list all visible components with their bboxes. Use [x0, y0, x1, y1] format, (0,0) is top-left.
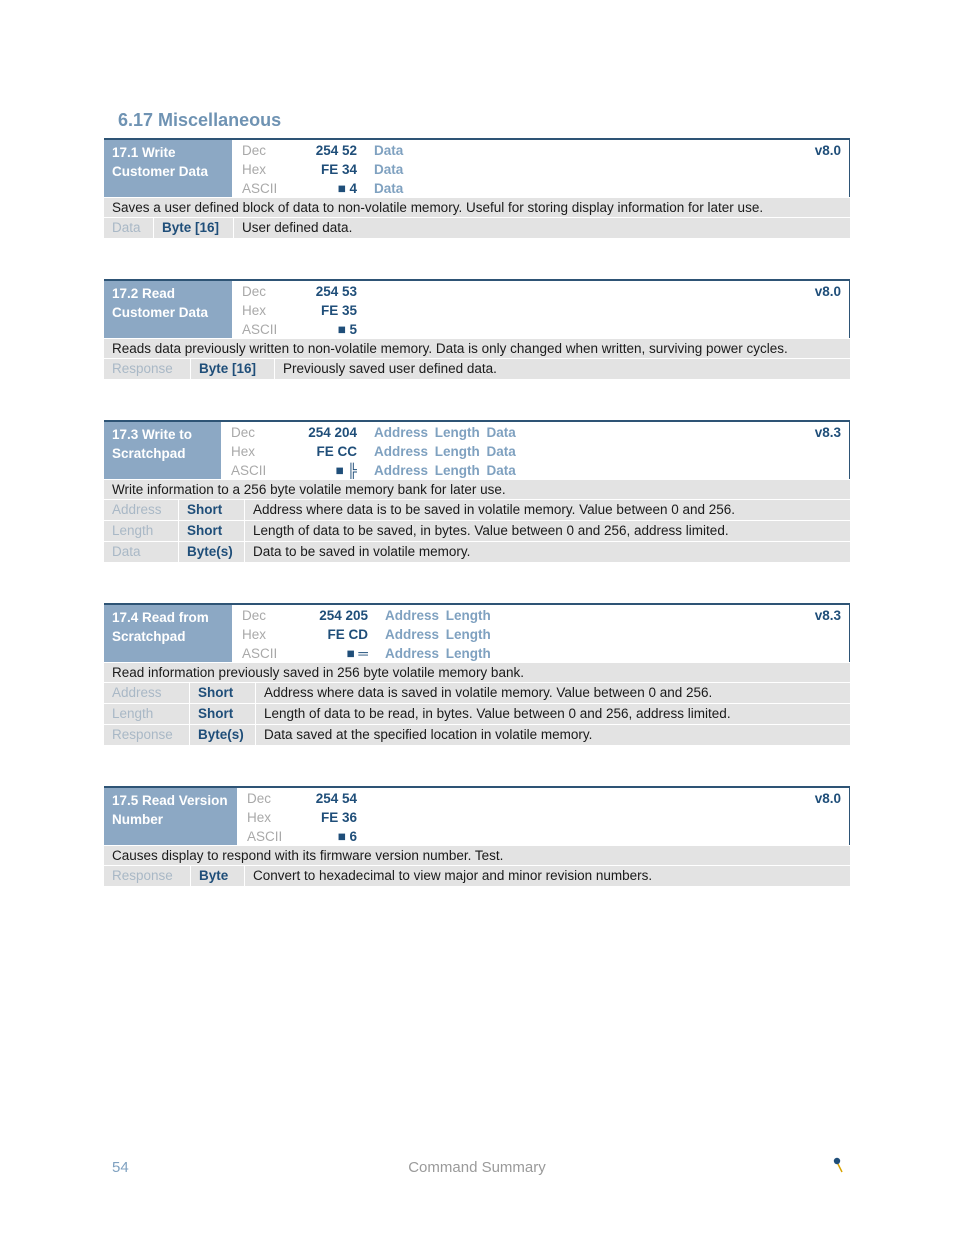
ascii-row	[232, 644, 849, 663]
command-block-write-customer-data	[104, 138, 850, 238]
ascii-label: ASCII	[242, 322, 278, 337]
dec-params: Address Length Data	[374, 425, 516, 440]
param-type: Byte [16]	[154, 218, 234, 238]
ascii-label: ASCII	[242, 181, 278, 196]
hex-row	[232, 160, 849, 179]
command-block-write-to-scratchpad	[104, 420, 850, 562]
footer-title: Command Summary	[408, 1159, 546, 1176]
command-description: Saves a user defined block of data to non-volatile memory. Useful for storing display information for later use.	[104, 197, 850, 217]
dec-label: Dec	[242, 608, 267, 623]
param-type: Short	[179, 521, 245, 541]
version-badge: v8.0	[814, 284, 841, 299]
hex-label: Hex	[247, 810, 272, 825]
version-badge: v8.0	[814, 143, 841, 158]
ascii-value: ■ 6	[337, 829, 357, 844]
command-name: 17.2 Read Customer Data	[104, 281, 232, 338]
ascii-label: ASCII	[247, 829, 283, 844]
dec-row	[232, 141, 849, 160]
command-description: Causes display to respond with its firmware version number. Test.	[104, 845, 850, 865]
dec-row	[237, 789, 849, 808]
hex-label: Hex	[231, 444, 256, 459]
command-name: 17.1 Write Customer Data	[104, 140, 232, 197]
param-name: Address	[104, 500, 179, 520]
param-row	[104, 358, 850, 379]
param-name: Data	[104, 218, 154, 238]
dec-label: Dec	[247, 791, 272, 806]
param-type: Byte(s)	[190, 725, 256, 745]
param-row	[104, 520, 850, 541]
param-desc: Data saved at the specified location in volatile memory.	[264, 727, 593, 742]
dec-value: 254 53	[315, 284, 357, 299]
hex-params: Address Length Data	[374, 444, 516, 459]
param-desc: Length of data to be saved, in bytes. Value between 0 and 256, address limited.	[253, 523, 729, 538]
dec-row	[232, 606, 849, 625]
ascii-params: Address Length Data	[374, 463, 516, 478]
page-number: 54	[112, 1159, 129, 1176]
pin-logo-icon	[831, 1156, 845, 1174]
dec-row	[221, 423, 849, 442]
param-name: Length	[104, 521, 179, 541]
param-name: Address	[104, 683, 190, 703]
dec-value: 254 54	[315, 791, 357, 806]
ascii-row	[232, 179, 849, 198]
command-header	[104, 786, 850, 845]
version-badge: v8.3	[814, 608, 841, 623]
param-type: Short	[179, 500, 245, 520]
param-type: Byte [16]	[191, 359, 275, 379]
hex-label: Hex	[242, 162, 267, 177]
param-name: Response	[104, 725, 190, 745]
param-row	[104, 499, 850, 520]
hex-value: FE 36	[320, 810, 357, 825]
param-name: Data	[104, 542, 179, 562]
command-block-read-version-number	[104, 786, 850, 886]
hex-row	[232, 625, 849, 644]
dec-params: Address Length	[385, 608, 491, 623]
dec-label: Dec	[231, 425, 256, 440]
section-title: 6.17 Miscellaneous	[118, 110, 282, 130]
command-header	[104, 420, 850, 479]
hex-label: Hex	[242, 303, 267, 318]
param-desc: Length of data to be read, in bytes. Value between 0 and 256, address limited.	[264, 706, 731, 721]
command-name: 17.3 Write to Scratchpad	[104, 422, 221, 479]
hex-label: Hex	[242, 627, 267, 642]
dec-value: 254 52	[315, 143, 357, 158]
command-block-read-from-scratchpad	[104, 603, 850, 745]
command-description: Write information to a 256 byte volatile memory bank for later use.	[104, 479, 850, 499]
ascii-row	[237, 827, 849, 846]
dec-row	[232, 282, 849, 301]
param-row	[104, 682, 850, 703]
param-type: Short	[190, 704, 256, 724]
ascii-params: Address Length	[385, 646, 491, 661]
version-badge: v8.0	[814, 791, 841, 806]
ascii-label: ASCII	[242, 646, 278, 661]
dec-params: Data	[374, 143, 404, 158]
param-desc: Address where data is to be saved in volatile memory. Value between 0 and 256.	[253, 502, 736, 517]
param-desc: Convert to hexadecimal to view major and minor revision numbers.	[253, 868, 653, 883]
param-row	[104, 541, 850, 562]
param-desc: Address where data is saved in volatile memory. Value between 0 and 256.	[264, 685, 713, 700]
command-name: 17.4 Read from Scratchpad	[104, 605, 232, 662]
ascii-value: ■ 4	[337, 181, 357, 196]
param-row	[104, 703, 850, 724]
ascii-params: Data	[374, 181, 404, 196]
command-codes	[232, 281, 849, 338]
command-codes	[237, 788, 849, 845]
version-badge: v8.3	[814, 425, 841, 440]
command-codes	[232, 605, 849, 662]
command-description: Read information previously saved in 256 byte volatile memory bank.	[104, 662, 850, 682]
dec-value: 254 205	[319, 608, 368, 623]
param-name: Length	[104, 704, 190, 724]
param-row	[104, 865, 850, 886]
param-name: Response	[104, 866, 191, 886]
command-header	[104, 138, 850, 197]
command-codes	[232, 140, 849, 197]
command-name: 17.5 Read Version Number	[104, 788, 237, 845]
hex-row	[237, 808, 849, 827]
ascii-value: ■ ╠	[335, 463, 357, 478]
hex-value: FE 34	[320, 162, 357, 177]
command-description: Reads data previously written to non-volatile memory. Data is only changed when written, surviving power cycles.	[104, 338, 850, 358]
hex-row	[232, 301, 849, 320]
dec-value: 254 204	[308, 425, 357, 440]
hex-value: FE CD	[327, 627, 368, 642]
command-block-read-customer-data	[104, 279, 850, 379]
ascii-value: ■ 5	[337, 322, 357, 337]
dec-label: Dec	[242, 143, 267, 158]
param-desc: Data to be saved in volatile memory.	[253, 544, 471, 559]
ascii-row	[232, 320, 849, 339]
param-name: Response	[104, 359, 191, 379]
param-type: Byte(s)	[179, 542, 245, 562]
hex-row	[221, 442, 849, 461]
param-desc: User defined data.	[242, 220, 353, 235]
ascii-value: ■ ═	[346, 646, 368, 661]
hex-value: FE CC	[316, 444, 357, 459]
param-type: Byte	[191, 866, 245, 886]
param-desc: Previously saved user defined data.	[283, 361, 497, 376]
command-header	[104, 279, 850, 338]
param-row	[104, 724, 850, 745]
command-codes	[221, 422, 849, 479]
command-header	[104, 603, 850, 662]
param-row	[104, 217, 850, 238]
ascii-label: ASCII	[231, 463, 267, 478]
hex-value: FE 35	[320, 303, 357, 318]
dec-label: Dec	[242, 284, 267, 299]
ascii-row	[221, 461, 849, 480]
param-type: Short	[190, 683, 256, 703]
hex-params: Address Length	[385, 627, 491, 642]
hex-params: Data	[374, 162, 404, 177]
